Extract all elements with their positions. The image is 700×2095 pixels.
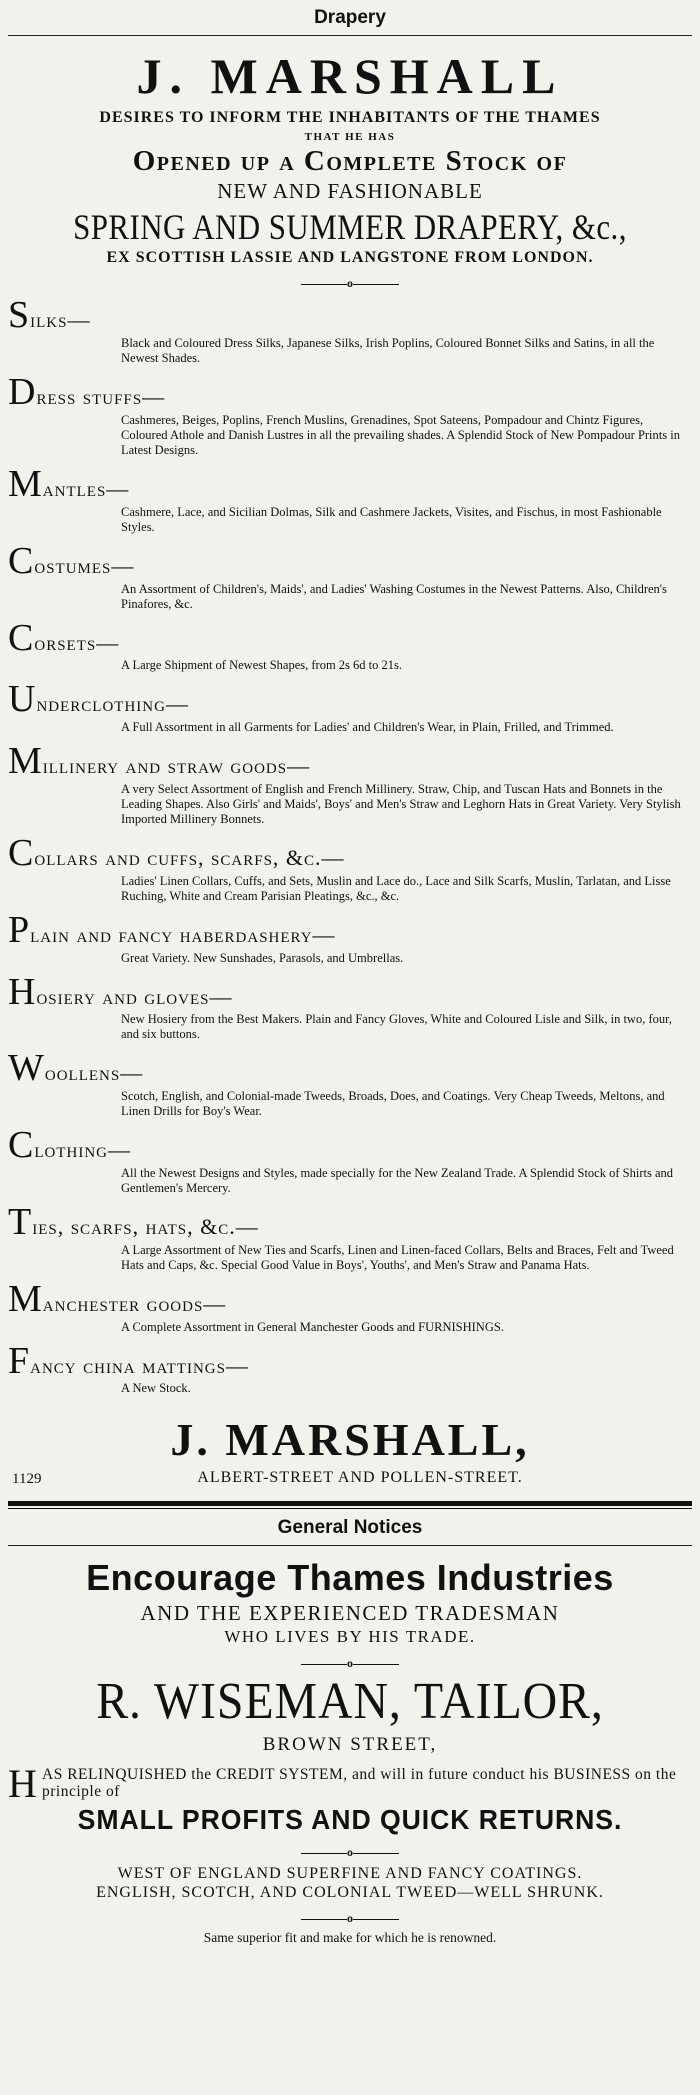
goods-item-description: Cashmere, Lace, and Sicilian Dolmas, Silk and Cashmere Jackets, Visites, and Fischus, in most Fashionable Styles. (121, 504, 662, 534)
goods-item (8, 679, 692, 735)
goods-item-title: Dress stuffs— (8, 371, 166, 414)
goods-item-title: Hosiery and gloves— (8, 970, 233, 1013)
goods-item-title: Plain and fancy haberdashery— (8, 908, 336, 951)
ad-number: 1129 (12, 1470, 42, 1487)
ornament-divider: o (8, 1912, 692, 1924)
goods-item (8, 1048, 692, 1119)
goods-list (8, 295, 692, 1396)
goods-item-title: Clothing— (8, 1124, 132, 1167)
goods-item (8, 972, 692, 1043)
goods-item-title: Woollens— (8, 1047, 144, 1090)
goods-item-description: Black and Coloured Dress Silks, Japanese Silks, Irish Poplins, Coloured Bonnet Silks and Satins, in all the Newest Shades. (121, 336, 655, 366)
tweed-line: ENGLISH, SCOTCH, AND COLONIAL TWEED—WELL SHRUNK. (96, 1883, 604, 1901)
notice-headline: Encourage Thames Industries (86, 1556, 614, 1598)
goods-item (8, 464, 692, 535)
intro-subline: THAT HE HAS (304, 130, 396, 143)
advertiser-name: J. MARSHALL (136, 48, 564, 104)
goods-item-description: A New Stock. (121, 1381, 191, 1396)
goods-item-title: Silks— (8, 294, 91, 337)
goods-item-title: Collars and cuffs, scarfs, &c.— (8, 832, 345, 875)
notice-slogan: SMALL PROFITS AND QUICK RETURNS. (77, 1803, 623, 1835)
ornament-divider: o (8, 1846, 692, 1858)
goods-item-title: Manchester goods— (8, 1277, 227, 1320)
goods-item-description: Cashmeres, Beiges, Poplins, French Muslins, Grenadines, Spot Sateens, Pompadour and Chintz Figures, Coloured Athole and Danish Lustres in all the prevailing shades. A Splendid Stock of New Pompadour Prints in Latest Designs. (121, 413, 680, 458)
signature-name: J. MARSHALL, (170, 1414, 530, 1466)
ship-source-line: EX SCOTTISH LASSIE AND LANGSTONE FROM LONDON. (106, 249, 594, 267)
goods-item-description: Scotch, English, and Colonial-made Tweeds, Broads, Does, and Coatings. Very Cheap Tweeds, Meltons, and Linen Drills for Boy's Wear. (121, 1089, 665, 1119)
section-header-general-notices: General Notices (277, 1516, 423, 1538)
goods-item-description: Great Variety. New Sunshades, Parasols, and Umbrellas. (121, 950, 404, 965)
drapery-headline: SPRING AND SUMMER DRAPERY, &c., (73, 206, 627, 247)
tailor-street: BROWN STREET, (262, 1733, 438, 1755)
goods-item-description: A Complete Assortment in General Manchester Goods and FURNISHINGS. (121, 1319, 504, 1334)
goods-item-title: Mantles— (8, 463, 130, 506)
goods-item (8, 1341, 692, 1397)
ornament-divider: o (8, 1657, 692, 1669)
section-header-drapery: Drapery (314, 7, 386, 28)
goods-item (8, 741, 692, 827)
notices-rule (8, 1545, 692, 1546)
signature-row (8, 1469, 692, 1493)
goods-item-description: A Full Assortment in all Garments for Ladies' and Children's Wear, in Plain, Frilled, and Trimmed. (121, 720, 614, 735)
notice-body-text: AS RELINQUISHED the CREDIT SYSTEM, and will in future conduct his BUSINESS on the principle of (42, 1765, 677, 1800)
tailor-name: R. WISEMAN, TAILOR, (96, 1673, 604, 1731)
goods-item-title: Millinery and straw goods— (8, 740, 311, 783)
goods-item (8, 541, 692, 612)
goods-item (8, 1125, 692, 1196)
ornament-divider: o (8, 277, 692, 289)
goods-item-description: All the Newest Designs and Styles, made specially for the New Zealand Trade. A Splendid Stock of Shirts and Gentlemen's Mercery. (121, 1166, 673, 1195)
goods-item (8, 618, 692, 674)
goods-item-title: Costumes— (8, 539, 135, 582)
goods-item-title: Ties, scarfs, hats, &c.— (8, 1201, 259, 1243)
section-divider (8, 1501, 692, 1509)
fashionable-line: NEW AND FASHIONABLE (217, 178, 483, 203)
notice-footer: Same superior fit and make for which he is renowned. (203, 1929, 497, 1945)
goods-item (8, 1202, 692, 1273)
header-rule (8, 35, 692, 36)
goods-item (8, 372, 692, 458)
goods-item-title: Corsets— (8, 616, 120, 659)
intro-line: DESIRES TO INFORM THE INHABITANTS OF THE THAMES (99, 108, 601, 126)
goods-item-description: A Large Shipment of Newest Shapes, from 2s 6d to 21s. (121, 658, 402, 673)
goods-item-title: Fancy china mattings— (8, 1339, 249, 1382)
goods-item (8, 910, 692, 966)
goods-item (8, 295, 692, 366)
notice-subline-2: WHO LIVES BY HIS TRADE. (224, 1627, 476, 1647)
notice-body (8, 1760, 692, 1806)
goods-item-description: An Assortment of Children's, Maids', and Ladies' Washing Costumes in the Newest Patterns. Also, Children's Pinafores, &c. (121, 581, 667, 611)
coatings-line: WEST OF ENGLAND SUPERFINE AND FANCY COATINGS. (117, 1864, 583, 1882)
goods-item-description: Ladies' Linen Collars, Cuffs, and Sets, Muslin and Lace do., Lace and Silk Scarfs, Muslin, Tarlatan, and Lisse Ruching, White and Cream Parisian Pleatings, &c., &c. (121, 873, 671, 903)
goods-item-description: A very Select Assortment of English and French Millinery. Straw, Chip, and Tuscan Hats and Bonnets in the Leading Shapes. Also Girls' and Maids', Boys' and Men's Straw and Leghorn Hats in Great Variety. Very Stylish Imported Millinery Bonnets. (121, 782, 681, 827)
goods-item (8, 833, 692, 904)
drop-cap: H (8, 1760, 38, 1806)
business-address: ALBERT-STREET AND POLLEN-STREET. (197, 1468, 523, 1486)
notice-subline-1: AND THE EXPERIENCED TRADESMAN (140, 1601, 560, 1626)
goods-item (8, 1279, 692, 1335)
goods-item-title: Underclothing— (8, 678, 189, 721)
goods-item-description: New Hosiery from the Best Makers. Plain and Fancy Gloves, White and Coloured Lisle and Silk, in two, four, and six buttons. (121, 1012, 672, 1042)
goods-item-description: A Large Assortment of New Ties and Scarfs, Linen and Linen-faced Collars, Belts and Braces, Felt and Tweed Hats and Caps, &c. Special Good Value in Boys', Youths', and Men's Straw and Panama Hats. (121, 1242, 674, 1272)
opened-stock-line: Opened up a Complete Stock of (132, 144, 568, 177)
